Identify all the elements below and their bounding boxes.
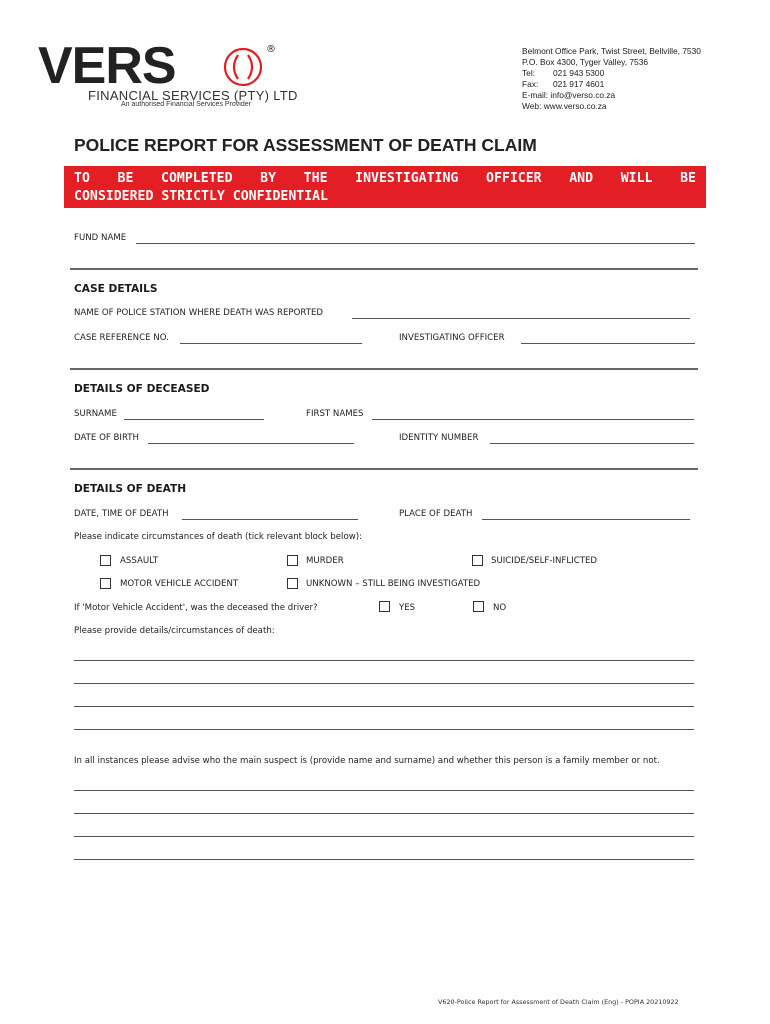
confidential-notice xyxy=(74,170,696,206)
address-line: Belmont Office Park, Twist Street, Bellville, 7530 xyxy=(522,46,701,56)
case-details-heading: CASE DETAILS xyxy=(74,283,158,295)
section-divider xyxy=(70,468,698,470)
details-line[interactable] xyxy=(74,660,694,661)
suspect-prompt: In all instances please advise who the main suspect is (provide name and surname) and whether this person is a family member or not. xyxy=(74,756,660,766)
po-box: P.O. Box 4300, Tyger Valley, 7536 xyxy=(522,57,649,67)
company-name: FINANCIAL SERVICES (PTY) LTD xyxy=(88,88,298,103)
place-of-death-field[interactable] xyxy=(482,519,690,520)
identity-number-label: IDENTITY NUMBER xyxy=(399,433,479,443)
registered-mark: ® xyxy=(266,44,276,55)
web-line: Web: www.verso.co.za xyxy=(522,101,607,111)
date-time-of-death-field[interactable] xyxy=(182,519,358,520)
surname-label: SURNAME xyxy=(74,409,117,419)
fax-label: Fax: xyxy=(522,79,539,89)
tel-label: Tel: xyxy=(522,68,536,78)
motor-vehicle-accident-label: MOTOR VEHICLE ACCIDENT xyxy=(120,579,239,589)
suspect-line[interactable] xyxy=(74,813,694,814)
suicide-checkbox[interactable] xyxy=(472,555,483,566)
form-reference-footer: V620-Police Report for Assessment of Death Claim (Eng) - POPIA 20210922 xyxy=(438,998,679,1006)
date-time-of-death-label: DATE, TIME OF DEATH xyxy=(74,509,169,519)
place-of-death-label: PLACE OF DEATH xyxy=(399,509,473,519)
logo-text: VERS xyxy=(38,37,176,95)
suspect-line[interactable] xyxy=(74,790,694,791)
assault-label: ASSAULT xyxy=(120,556,158,566)
notice-line-2: CONSIDERED STRICTLY CONFIDENTIAL xyxy=(74,189,329,204)
driver-no-label: NO xyxy=(493,603,507,613)
unknown-label: UNKNOWN – STILL BEING INVESTIGATED xyxy=(306,579,481,589)
death-details-heading: DETAILS OF DEATH xyxy=(74,483,187,495)
driver-no-checkbox[interactable] xyxy=(473,601,484,612)
murder-checkbox[interactable] xyxy=(287,555,298,566)
tel-value: 021 943 5300 xyxy=(553,68,605,78)
date-of-birth-field[interactable] xyxy=(148,443,354,444)
first-names-label: FIRST NAMES xyxy=(306,409,364,419)
police-station-field[interactable] xyxy=(352,318,690,319)
fund-name-field[interactable] xyxy=(136,243,695,244)
date-of-birth-label: DATE OF BIRTH xyxy=(74,433,140,443)
investigating-officer-label: INVESTIGATING OFFICER xyxy=(399,333,505,343)
section-divider xyxy=(70,368,698,370)
section-divider xyxy=(70,268,698,270)
details-line[interactable] xyxy=(74,729,694,730)
murder-label: MURDER xyxy=(306,556,344,566)
driver-question: If 'Motor Vehicle Accident', was the deceased the driver? xyxy=(74,603,318,613)
fax-row xyxy=(522,79,701,90)
first-names-field[interactable] xyxy=(372,419,694,420)
details-line[interactable] xyxy=(74,706,694,707)
contact-block xyxy=(522,46,701,112)
case-reference-label: CASE REFERENCE NO. xyxy=(74,333,169,343)
suicide-label: SUICIDE/SELF-INFLICTED xyxy=(491,556,597,566)
fax-value: 021 917 4601 xyxy=(553,79,605,89)
police-station-label: NAME OF POLICE STATION WHERE DEATH WAS REPORTED xyxy=(74,308,324,318)
motor-vehicle-accident-checkbox[interactable] xyxy=(100,578,111,589)
details-prompt: Please provide details/circumstances of death: xyxy=(74,626,275,636)
page-title: POLICE REPORT FOR ASSESSMENT OF DEATH CLAIM xyxy=(74,135,537,155)
fund-name-label: FUND NAME xyxy=(74,233,127,243)
company-tagline: An authorised Financial Services Provider xyxy=(121,101,251,108)
tel-row xyxy=(522,68,701,79)
unknown-checkbox[interactable] xyxy=(287,578,298,589)
suspect-line[interactable] xyxy=(74,859,694,860)
logo-o-mark xyxy=(218,46,268,88)
surname-field[interactable] xyxy=(124,419,264,420)
email-line: E-mail: info@verso.co.za xyxy=(522,90,616,100)
assault-checkbox[interactable] xyxy=(100,555,111,566)
investigating-officer-field[interactable] xyxy=(521,343,695,344)
driver-yes-label: YES xyxy=(399,603,416,613)
case-reference-field[interactable] xyxy=(180,343,362,344)
notice-line-1: TO BE COMPLETED BY THE INVESTIGATING OFFICER AND WILL BE xyxy=(74,171,696,186)
identity-number-field[interactable] xyxy=(490,443,694,444)
company-logo xyxy=(38,37,176,95)
driver-yes-checkbox[interactable] xyxy=(379,601,390,612)
details-line[interactable] xyxy=(74,683,694,684)
suspect-line[interactable] xyxy=(74,836,694,837)
circumstances-instruction: Please indicate circumstances of death (tick relevant block below): xyxy=(74,532,362,542)
deceased-details-heading: DETAILS OF DECEASED xyxy=(74,383,210,395)
